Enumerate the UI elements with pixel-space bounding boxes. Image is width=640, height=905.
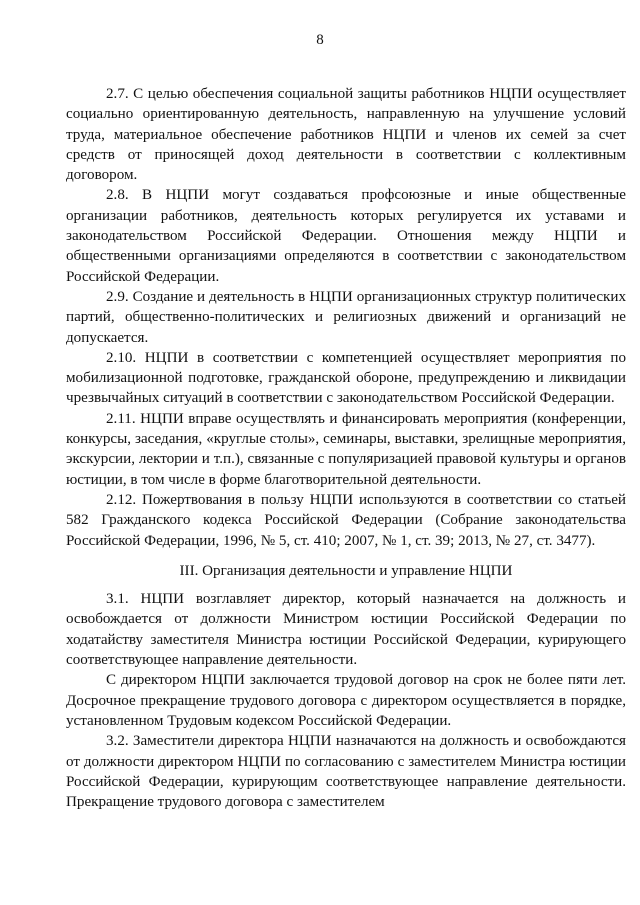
paragraph-2-8: 2.8. В НЦПИ могут создаваться профсоюзные и иные общественные организации работников, деятельность которых регулируется их уставами и законодательством Российской Федерации. Отношения между НЦПИ и общественными организациями определяются в соответствии с законодательством Российской Федерации. — [66, 187, 626, 285]
paragraph-2-10: 2.10. НЦПИ в соответствии с компетенцией осуществляет мероприятия по мобилизационной подготовке, гражданской обороне, предупреждению и ликвидации чрезвычайных ситуаций в соответствии с законодательством Российской Федерации. — [66, 349, 626, 407]
paragraph-2-12: 2.12. Пожертвования в пользу НЦПИ используются в соответствии со статьей 582 Гражданского кодекса Российской Федерации (Собрание законодательства Российской Федерации, 1996, № 5, ст. 410; 2007, № 1, ст. 39; 2013, № 27, ст. 3477). — [66, 491, 626, 549]
paragraph-3-1: 3.1. НЦПИ возглавляет директор, который назначается на должность и освобождается от должности Министром юстиции Российской Федерации по ходатайству заместителя Министра юстиции Российской Федерации, курирующего соответствующее направление деятельности. — [66, 591, 626, 669]
section-heading: III. Организация деятельности и управление НЦПИ — [179, 562, 513, 579]
paragraph-3-2: 3.2. Заместители директора НЦПИ назначаются на должность и освобождаются от должности директором НЦПИ по согласованию с заместителем Министра юстиции Российской Федерации, курирующим соответствующее направление деятельности. Прекращение трудового договора с заместителем — [66, 733, 626, 811]
document-body — [66, 84, 626, 812]
paragraph-2-11: 2.11. НЦПИ вправе осуществлять и финансировать мероприятия (конференции, конкурсы, заседания, «круглые столы», семинары, выставки, зрелищные мероприятия, экскурсии, лектории и т.п.), связанные с популяризацией правовой культуры и органов юстиции, в том числе в форме благотворительной деятельности. — [66, 410, 626, 488]
paragraph-3-1-contract: С директором НЦПИ заключается трудовой договор на срок не более пяти лет. Досрочное прекращение трудового договора с директором осуществляется в порядке, установленном Трудовым кодексом Российской Федерации. — [66, 672, 626, 729]
paragraph-2-7: 2.7. С целью обеспечения социальной защиты работников НЦПИ осуществляет социально ориентированную деятельность, направленную на улучшение условий труда, материальное обеспечение работников НЦПИ и членов их семей за счет средств от приносящей доход деятельности в соответствии с коллективным договором. — [66, 86, 626, 184]
paragraph-2-9: 2.9. Создание и деятельность в НЦПИ организационных структур политических партий, общественно-политических и религиозных движений и организаций не допускается. — [66, 288, 626, 346]
page-number: 8 — [316, 32, 324, 48]
